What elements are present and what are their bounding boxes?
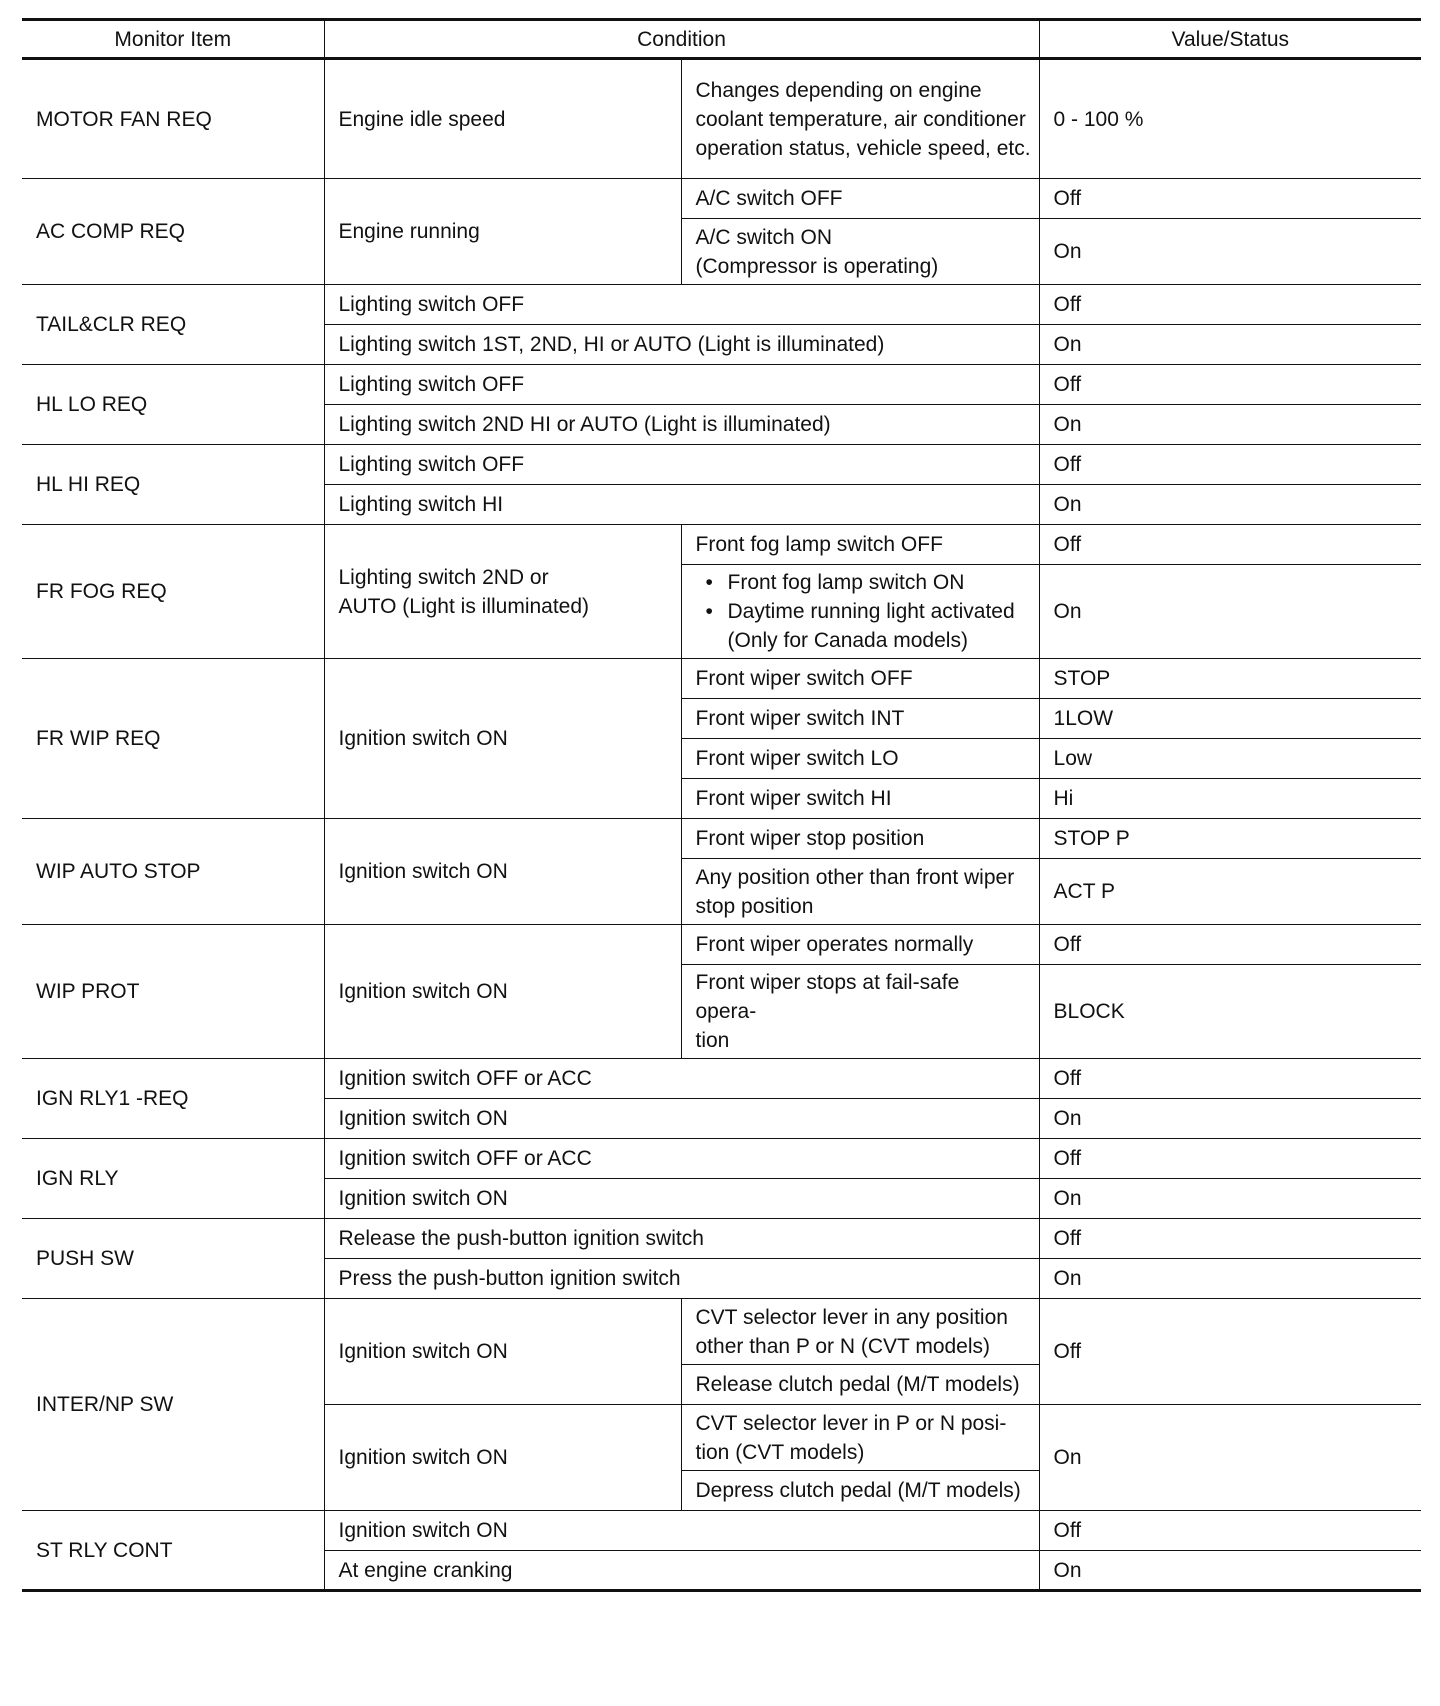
monitor-item: PUSH SW xyxy=(22,1219,324,1299)
monitor-item: IGN RLY xyxy=(22,1139,324,1219)
condition: Ignition switch ON xyxy=(324,1405,681,1511)
header-condition: Condition xyxy=(324,20,1039,59)
monitor-item: TAIL&CLR REQ xyxy=(22,285,324,365)
value-status: Off xyxy=(1039,1219,1421,1259)
condition-line: AUTO (Light is illuminated) xyxy=(338,594,590,618)
sub-condition xyxy=(681,965,1039,1059)
condition: Ignition switch OFF or ACC xyxy=(324,1059,1039,1099)
sub-condition-line: CVT selector lever in P or N posi- xyxy=(695,1411,1007,1435)
table-row xyxy=(22,179,1421,219)
sub-condition-line: Any position other than front wiper xyxy=(695,865,1015,889)
monitor-item: HL HI REQ xyxy=(22,445,324,525)
value-status: Off xyxy=(1039,179,1421,219)
value-status: STOP xyxy=(1039,659,1421,699)
value-status: On xyxy=(1039,1405,1421,1511)
value-status: Off xyxy=(1039,1511,1421,1551)
condition: Lighting switch OFF xyxy=(324,445,1039,485)
value-status: On xyxy=(1039,325,1421,365)
value-status: STOP P xyxy=(1039,819,1421,859)
condition: At engine cranking xyxy=(324,1551,1039,1591)
sub-condition: Depress clutch pedal (M/T models) xyxy=(681,1471,1039,1511)
sub-condition: Front wiper switch OFF xyxy=(681,659,1039,699)
table-row xyxy=(22,525,1421,565)
sub-condition: Front wiper switch INT xyxy=(681,699,1039,739)
sub-condition: Changes depending on engine coolant temperature, air conditioner operation status, vehicle speed, etc. xyxy=(681,59,1039,179)
bullet-item xyxy=(728,597,1025,655)
condition: Lighting switch OFF xyxy=(324,365,1039,405)
value-status: On xyxy=(1039,1259,1421,1299)
sub-condition: Release clutch pedal (M/T models) xyxy=(681,1365,1039,1405)
table-row xyxy=(22,365,1421,405)
bullet-list xyxy=(704,568,1025,655)
table-row xyxy=(22,59,1421,179)
sub-condition: Front wiper stop position xyxy=(681,819,1039,859)
monitor-item: ST RLY CONT xyxy=(22,1511,324,1591)
header-monitor-item: Monitor Item xyxy=(22,20,324,59)
table-row xyxy=(22,659,1421,699)
condition: Lighting switch OFF xyxy=(324,285,1039,325)
monitor-item: IGN RLY1 -REQ xyxy=(22,1059,324,1139)
table-row xyxy=(22,445,1421,485)
monitor-table-wrapper xyxy=(22,18,1421,1592)
condition: Release the push-button ignition switch xyxy=(324,1219,1039,1259)
value-status: Off xyxy=(1039,445,1421,485)
value-status: On xyxy=(1039,485,1421,525)
condition: Ignition switch ON xyxy=(324,1179,1039,1219)
value-status: On xyxy=(1039,565,1421,659)
condition-line: Lighting switch 2ND or xyxy=(338,565,549,589)
value-status: Off xyxy=(1039,925,1421,965)
sub-condition-line: Front wiper stops at fail-safe opera- xyxy=(695,971,960,1023)
value-status: 1LOW xyxy=(1039,699,1421,739)
value-status: Off xyxy=(1039,1139,1421,1179)
condition: Ignition switch ON xyxy=(324,1299,681,1405)
sub-condition xyxy=(681,219,1039,285)
table-row xyxy=(22,1299,1421,1365)
sub-condition-line: (Compressor is operating) xyxy=(695,254,939,278)
value-status: BLOCK xyxy=(1039,965,1421,1059)
condition xyxy=(324,525,681,659)
header-value-status: Value/Status xyxy=(1039,20,1421,59)
value-status: ACT P xyxy=(1039,859,1421,925)
value-status: 0 - 100 % xyxy=(1039,59,1421,179)
table-row xyxy=(22,285,1421,325)
value-status: Off xyxy=(1039,1299,1421,1405)
condition: Lighting switch 2ND HI or AUTO (Light is illuminated) xyxy=(324,405,1039,445)
monitor-item: AC COMP REQ xyxy=(22,179,324,285)
sub-condition xyxy=(681,1299,1039,1365)
value-status: On xyxy=(1039,1099,1421,1139)
monitor-item: INTER/NP SW xyxy=(22,1299,324,1511)
condition: Engine idle speed xyxy=(324,59,681,179)
monitor-item: MOTOR FAN REQ xyxy=(22,59,324,179)
table-header-row xyxy=(22,20,1421,59)
sub-condition: Front wiper switch LO xyxy=(681,739,1039,779)
value-status: Hi xyxy=(1039,779,1421,819)
monitor-item: WIP AUTO STOP xyxy=(22,819,324,925)
sub-condition xyxy=(681,565,1039,659)
bullet-item xyxy=(728,568,1025,597)
sub-condition-line: tion (CVT models) xyxy=(695,1440,865,1464)
value-status: Low xyxy=(1039,739,1421,779)
monitor-item: HL LO REQ xyxy=(22,365,324,445)
table-row xyxy=(22,1059,1421,1099)
sub-condition: Front fog lamp switch OFF xyxy=(681,525,1039,565)
value-status: Off xyxy=(1039,1059,1421,1099)
monitor-item: WIP PROT xyxy=(22,925,324,1059)
sub-condition xyxy=(681,1405,1039,1471)
bullet-text: (Only for Canada models) xyxy=(727,629,968,652)
condition: Ignition switch ON xyxy=(324,925,681,1059)
monitor-table xyxy=(22,18,1421,1592)
value-status: Off xyxy=(1039,365,1421,405)
bullet-text: • Daytime running light activated xyxy=(727,600,1015,623)
table-row xyxy=(22,925,1421,965)
condition: Ignition switch OFF or ACC xyxy=(324,1139,1039,1179)
condition: Engine running xyxy=(324,179,681,285)
sub-condition-line: other than P or N (CVT models) xyxy=(695,1334,991,1358)
value-status: On xyxy=(1039,219,1421,285)
condition: Lighting switch 1ST, 2ND, HI or AUTO (Light is illuminated) xyxy=(324,325,1039,365)
sub-condition-line: stop position xyxy=(695,894,814,918)
condition: Ignition switch ON xyxy=(324,819,681,925)
condition: Ignition switch ON xyxy=(324,1511,1039,1551)
sub-condition-line: A/C switch ON xyxy=(695,225,833,249)
monitor-item: FR WIP REQ xyxy=(22,659,324,819)
table-row xyxy=(22,1511,1421,1551)
condition: Lighting switch HI xyxy=(324,485,1039,525)
monitor-item: FR FOG REQ xyxy=(22,525,324,659)
value-status: On xyxy=(1039,1551,1421,1591)
condition: Ignition switch ON xyxy=(324,659,681,819)
value-status: On xyxy=(1039,1179,1421,1219)
value-status: Off xyxy=(1039,525,1421,565)
sub-condition-line: CVT selector lever in any position xyxy=(695,1305,1008,1329)
bullet-text: Front fog lamp switch ON xyxy=(727,571,965,594)
value-status: On xyxy=(1039,405,1421,445)
sub-condition-line: tion xyxy=(695,1029,730,1052)
table-row xyxy=(22,1219,1421,1259)
value-status: Off xyxy=(1039,285,1421,325)
condition: Press the push-button ignition switch xyxy=(324,1259,1039,1299)
sub-condition: Front wiper switch HI xyxy=(681,779,1039,819)
sub-condition: Front wiper operates normally xyxy=(681,925,1039,965)
condition: Ignition switch ON xyxy=(324,1099,1039,1139)
table-row xyxy=(22,819,1421,859)
table-row xyxy=(22,1139,1421,1179)
sub-condition xyxy=(681,859,1039,925)
sub-condition: A/C switch OFF xyxy=(681,179,1039,219)
